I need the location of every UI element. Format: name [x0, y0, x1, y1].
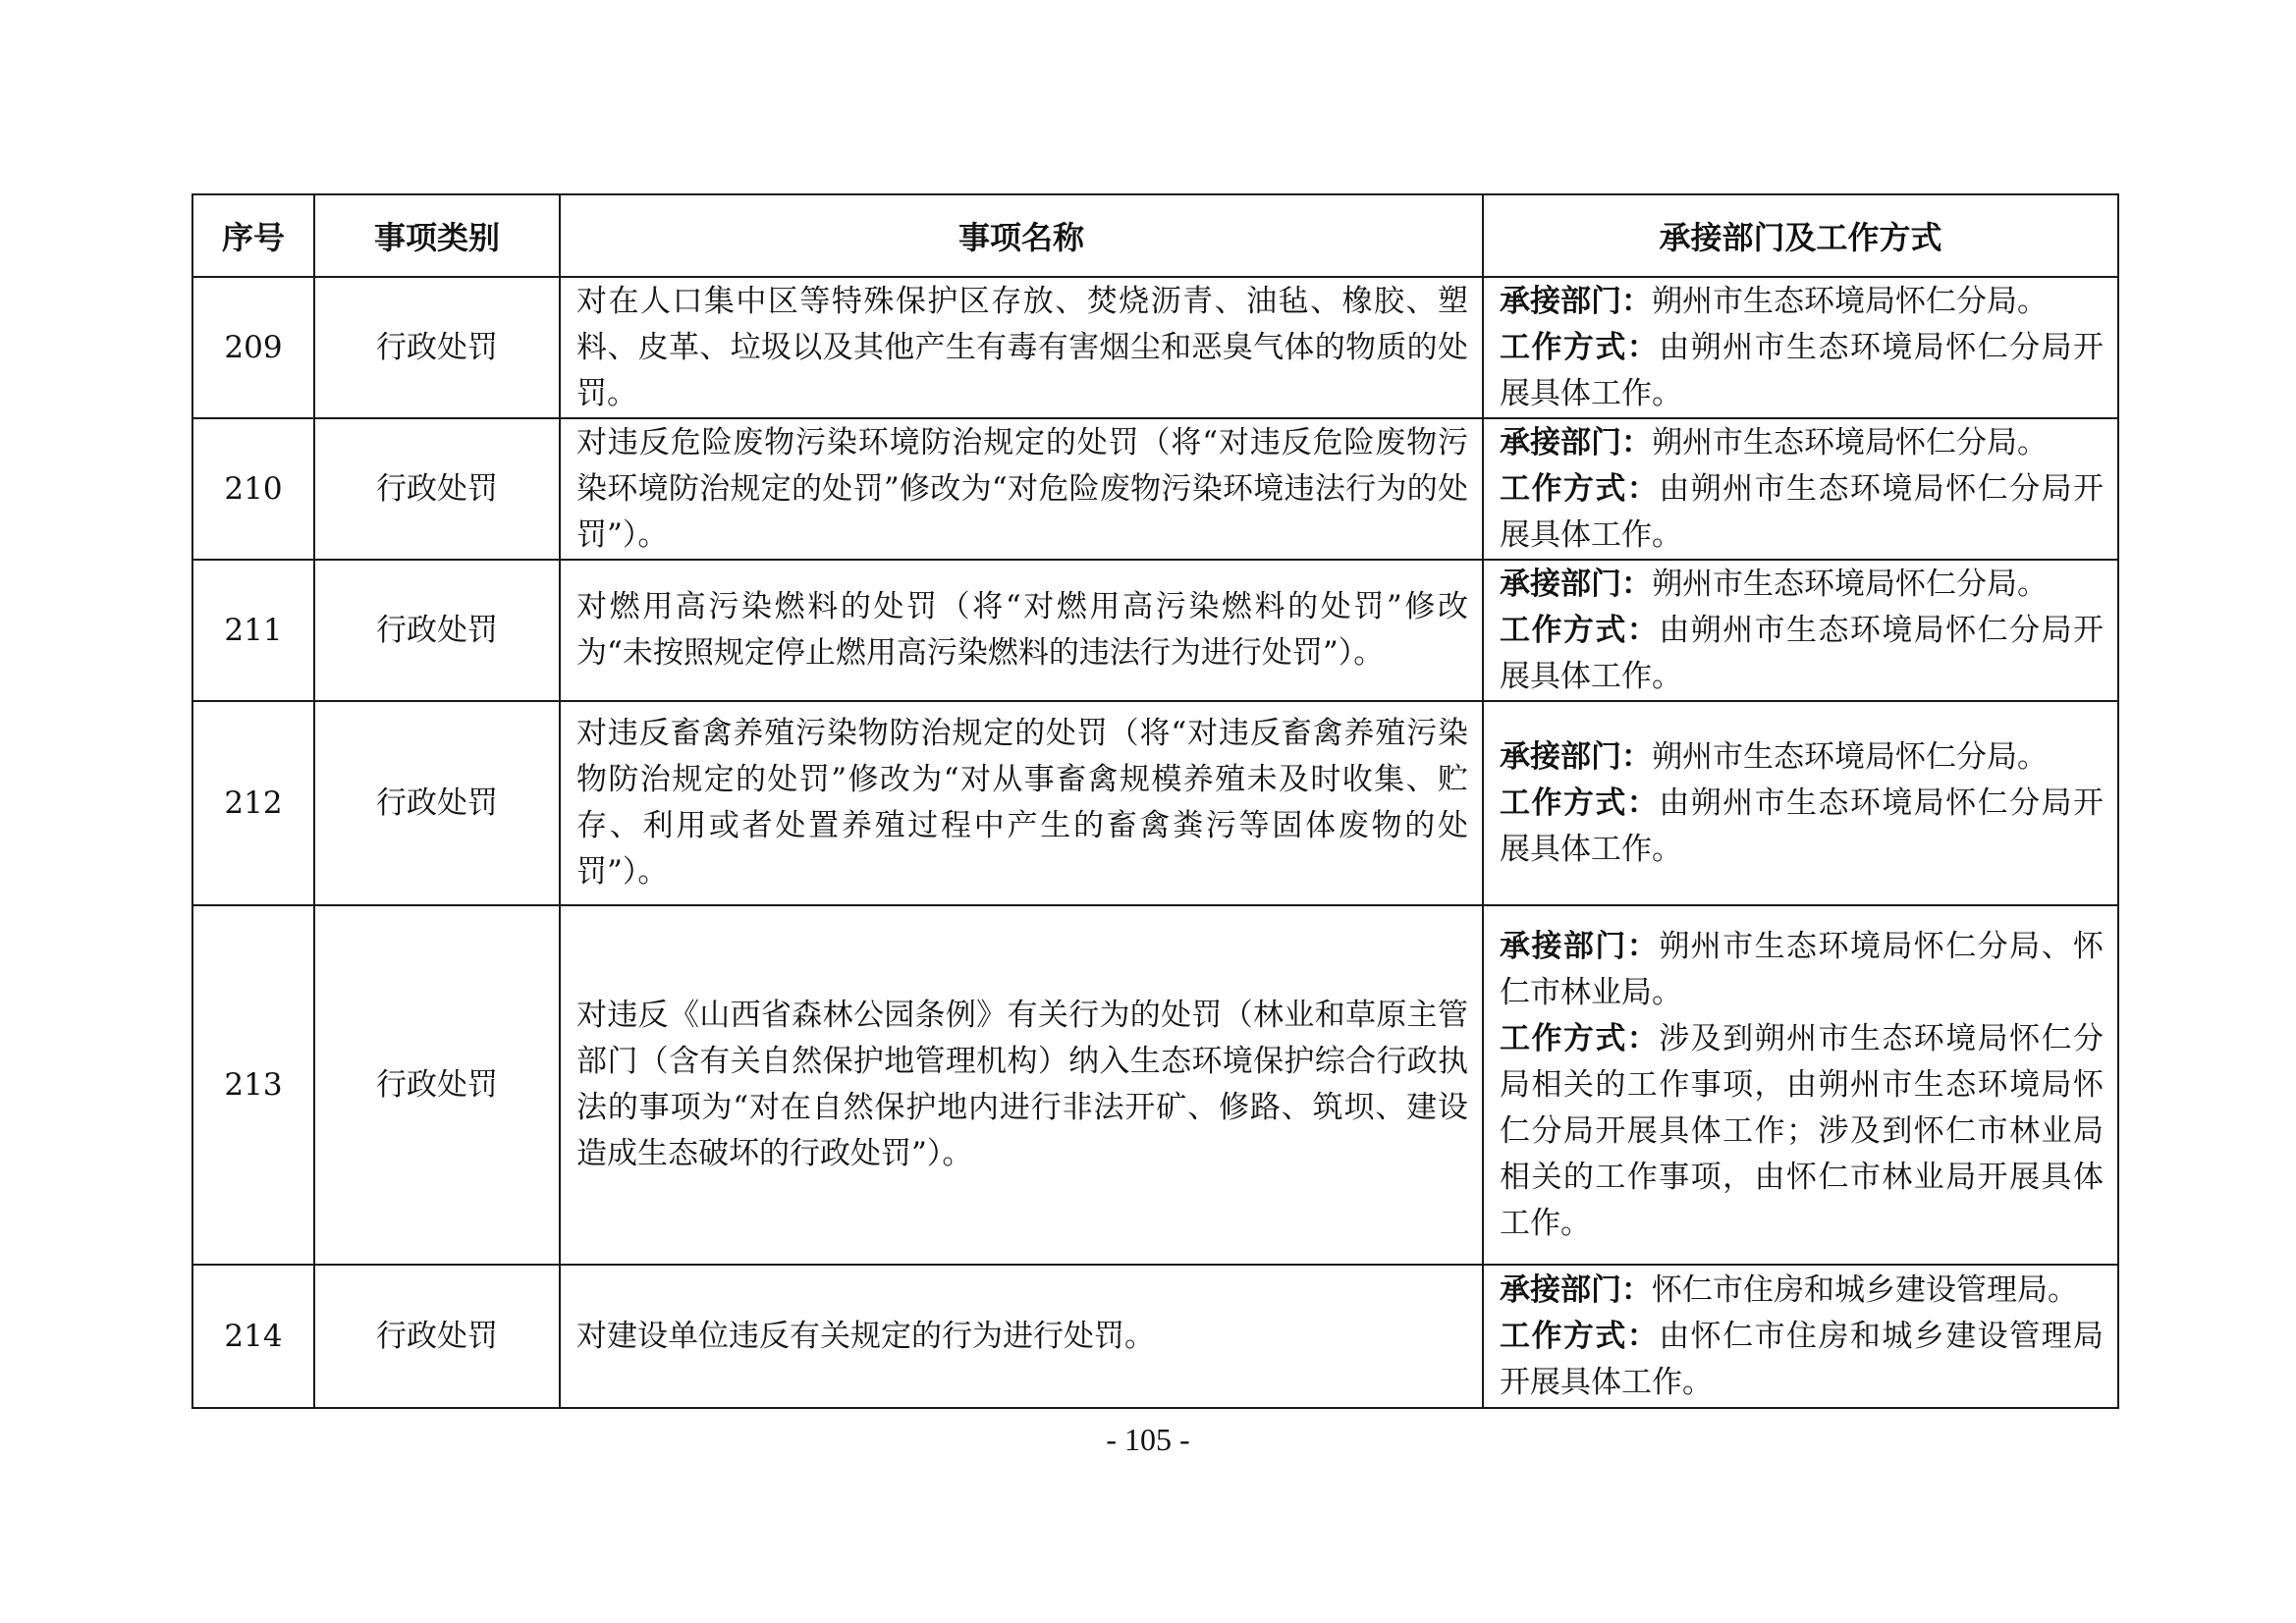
department-line	[1500, 562, 2104, 608]
department-value: 朔州市生态环境局怀仁分局。	[1652, 283, 2048, 319]
row-category: 行政处罚	[314, 277, 560, 418]
table-row	[192, 560, 2118, 701]
method-line	[1500, 1314, 2104, 1406]
department-label: 承接部门：	[1500, 283, 1652, 319]
department-value: 朔州市生态环境局怀仁分局。	[1652, 738, 2048, 775]
row-item-name: 对建设单位违反有关规定的行为进行处罚。	[560, 1265, 1483, 1408]
row-number: 210	[192, 418, 314, 560]
department-line	[1500, 924, 2104, 1016]
table-row	[192, 418, 2118, 560]
table-row	[192, 1265, 2118, 1408]
department-value: 朔州市生态环境局怀仁分局、怀仁市林业局。	[1500, 928, 2105, 1010]
method-line	[1500, 466, 2104, 559]
method-label: 工作方式：	[1500, 784, 1660, 821]
row-category: 行政处罚	[314, 905, 560, 1265]
method-label: 工作方式：	[1500, 470, 1660, 507]
method-line	[1500, 1016, 2104, 1247]
department-value: 怀仁市住房和城乡建设管理局。	[1652, 1271, 2078, 1308]
row-item-name: 对燃用高污染燃料的处罚（将“对燃用高污染燃料的处罚”修改为“未按照规定停止燃用高污染燃料的违法行为进行处罚”）。	[560, 560, 1483, 701]
row-category: 行政处罚	[314, 701, 560, 905]
header-row	[192, 194, 2118, 277]
department-line	[1500, 734, 2104, 781]
department-line	[1500, 1268, 2104, 1314]
row-item-name: 对违反畜禽养殖污染物防治规定的处罚（将“对违反畜禽养殖污染物防治规定的处罚”修改为“对从事畜禽规模养殖未及时收集、贮存、利用或者处置养殖过程中产生的畜禽粪污等固体废物的处罚”）。	[560, 701, 1483, 905]
department-label: 承接部门：	[1500, 928, 1660, 964]
header-item-name: 事项名称	[560, 194, 1483, 277]
header-category: 事项类别	[314, 194, 560, 277]
row-item-name: 对违反危险废物污染环境防治规定的处罚（将“对违反危险废物污染环境防治规定的处罚”修改为“对危险废物污染环境违法行为的处罚”）。	[560, 418, 1483, 560]
row-department	[1483, 701, 2118, 905]
method-value: 由朔州市生态环境局怀仁分局开展具体工作。	[1500, 329, 2105, 411]
row-item-name: 对违反《山西省森林公园条例》有关行为的处罚（林业和草原主管部门（含有关自然保护地管理机构）纳入生态环境保护综合行政执法的事项为“对在自然保护地内进行非法开矿、修路、筑坝、建设造成生态破坏的行政处罚”）。	[560, 905, 1483, 1265]
row-category: 行政处罚	[314, 560, 560, 701]
method-label: 工作方式：	[1500, 329, 1660, 365]
method-line	[1500, 781, 2104, 873]
method-value: 涉及到朔州市生态环境局怀仁分局相关的工作事项，由朔州市生态环境局怀仁分局开展具体工作；涉及到怀仁市林业局相关的工作事项，由怀仁市林业局开展具体工作。	[1500, 1020, 2105, 1241]
method-line	[1500, 608, 2104, 700]
department-line	[1500, 279, 2104, 325]
items-table	[191, 193, 2119, 1409]
method-value: 由朔州市生态环境局怀仁分局开展具体工作。	[1500, 470, 2105, 553]
method-label: 工作方式：	[1500, 612, 1660, 648]
department-label: 承接部门：	[1500, 738, 1652, 775]
row-department	[1483, 1265, 2118, 1408]
department-value: 朔州市生态环境局怀仁分局。	[1652, 424, 2048, 460]
method-value: 由朔州市生态环境局怀仁分局开展具体工作。	[1500, 784, 2105, 867]
department-label: 承接部门：	[1500, 1271, 1652, 1308]
row-number: 209	[192, 277, 314, 418]
row-number: 213	[192, 905, 314, 1265]
table-row	[192, 277, 2118, 418]
department-label: 承接部门：	[1500, 424, 1652, 460]
table-row	[192, 701, 2118, 905]
header-number: 序号	[192, 194, 314, 277]
row-number: 214	[192, 1265, 314, 1408]
page-number: - 105 -	[1106, 1422, 1190, 1457]
method-label: 工作方式：	[1500, 1020, 1660, 1056]
row-category: 行政处罚	[314, 418, 560, 560]
row-category: 行政处罚	[314, 1265, 560, 1408]
row-number: 212	[192, 701, 314, 905]
header-department: 承接部门及工作方式	[1483, 194, 2118, 277]
row-department	[1483, 418, 2118, 560]
department-value: 朔州市生态环境局怀仁分局。	[1652, 566, 2048, 602]
row-department	[1483, 277, 2118, 418]
method-label: 工作方式：	[1500, 1318, 1660, 1354]
row-item-name: 对在人口集中区等特殊保护区存放、焚烧沥青、油毡、橡胶、塑料、皮革、垃圾以及其他产生有毒有害烟尘和恶臭气体的物质的处罚。	[560, 277, 1483, 418]
department-label: 承接部门：	[1500, 566, 1652, 602]
method-value: 由朔州市生态环境局怀仁分局开展具体工作。	[1500, 612, 2105, 694]
row-number: 211	[192, 560, 314, 701]
table-row	[192, 905, 2118, 1265]
department-line	[1500, 420, 2104, 466]
row-department	[1483, 560, 2118, 701]
method-line	[1500, 325, 2104, 417]
method-value: 由怀仁市住房和城乡建设管理局开展具体工作。	[1500, 1318, 2105, 1400]
row-department	[1483, 905, 2118, 1265]
